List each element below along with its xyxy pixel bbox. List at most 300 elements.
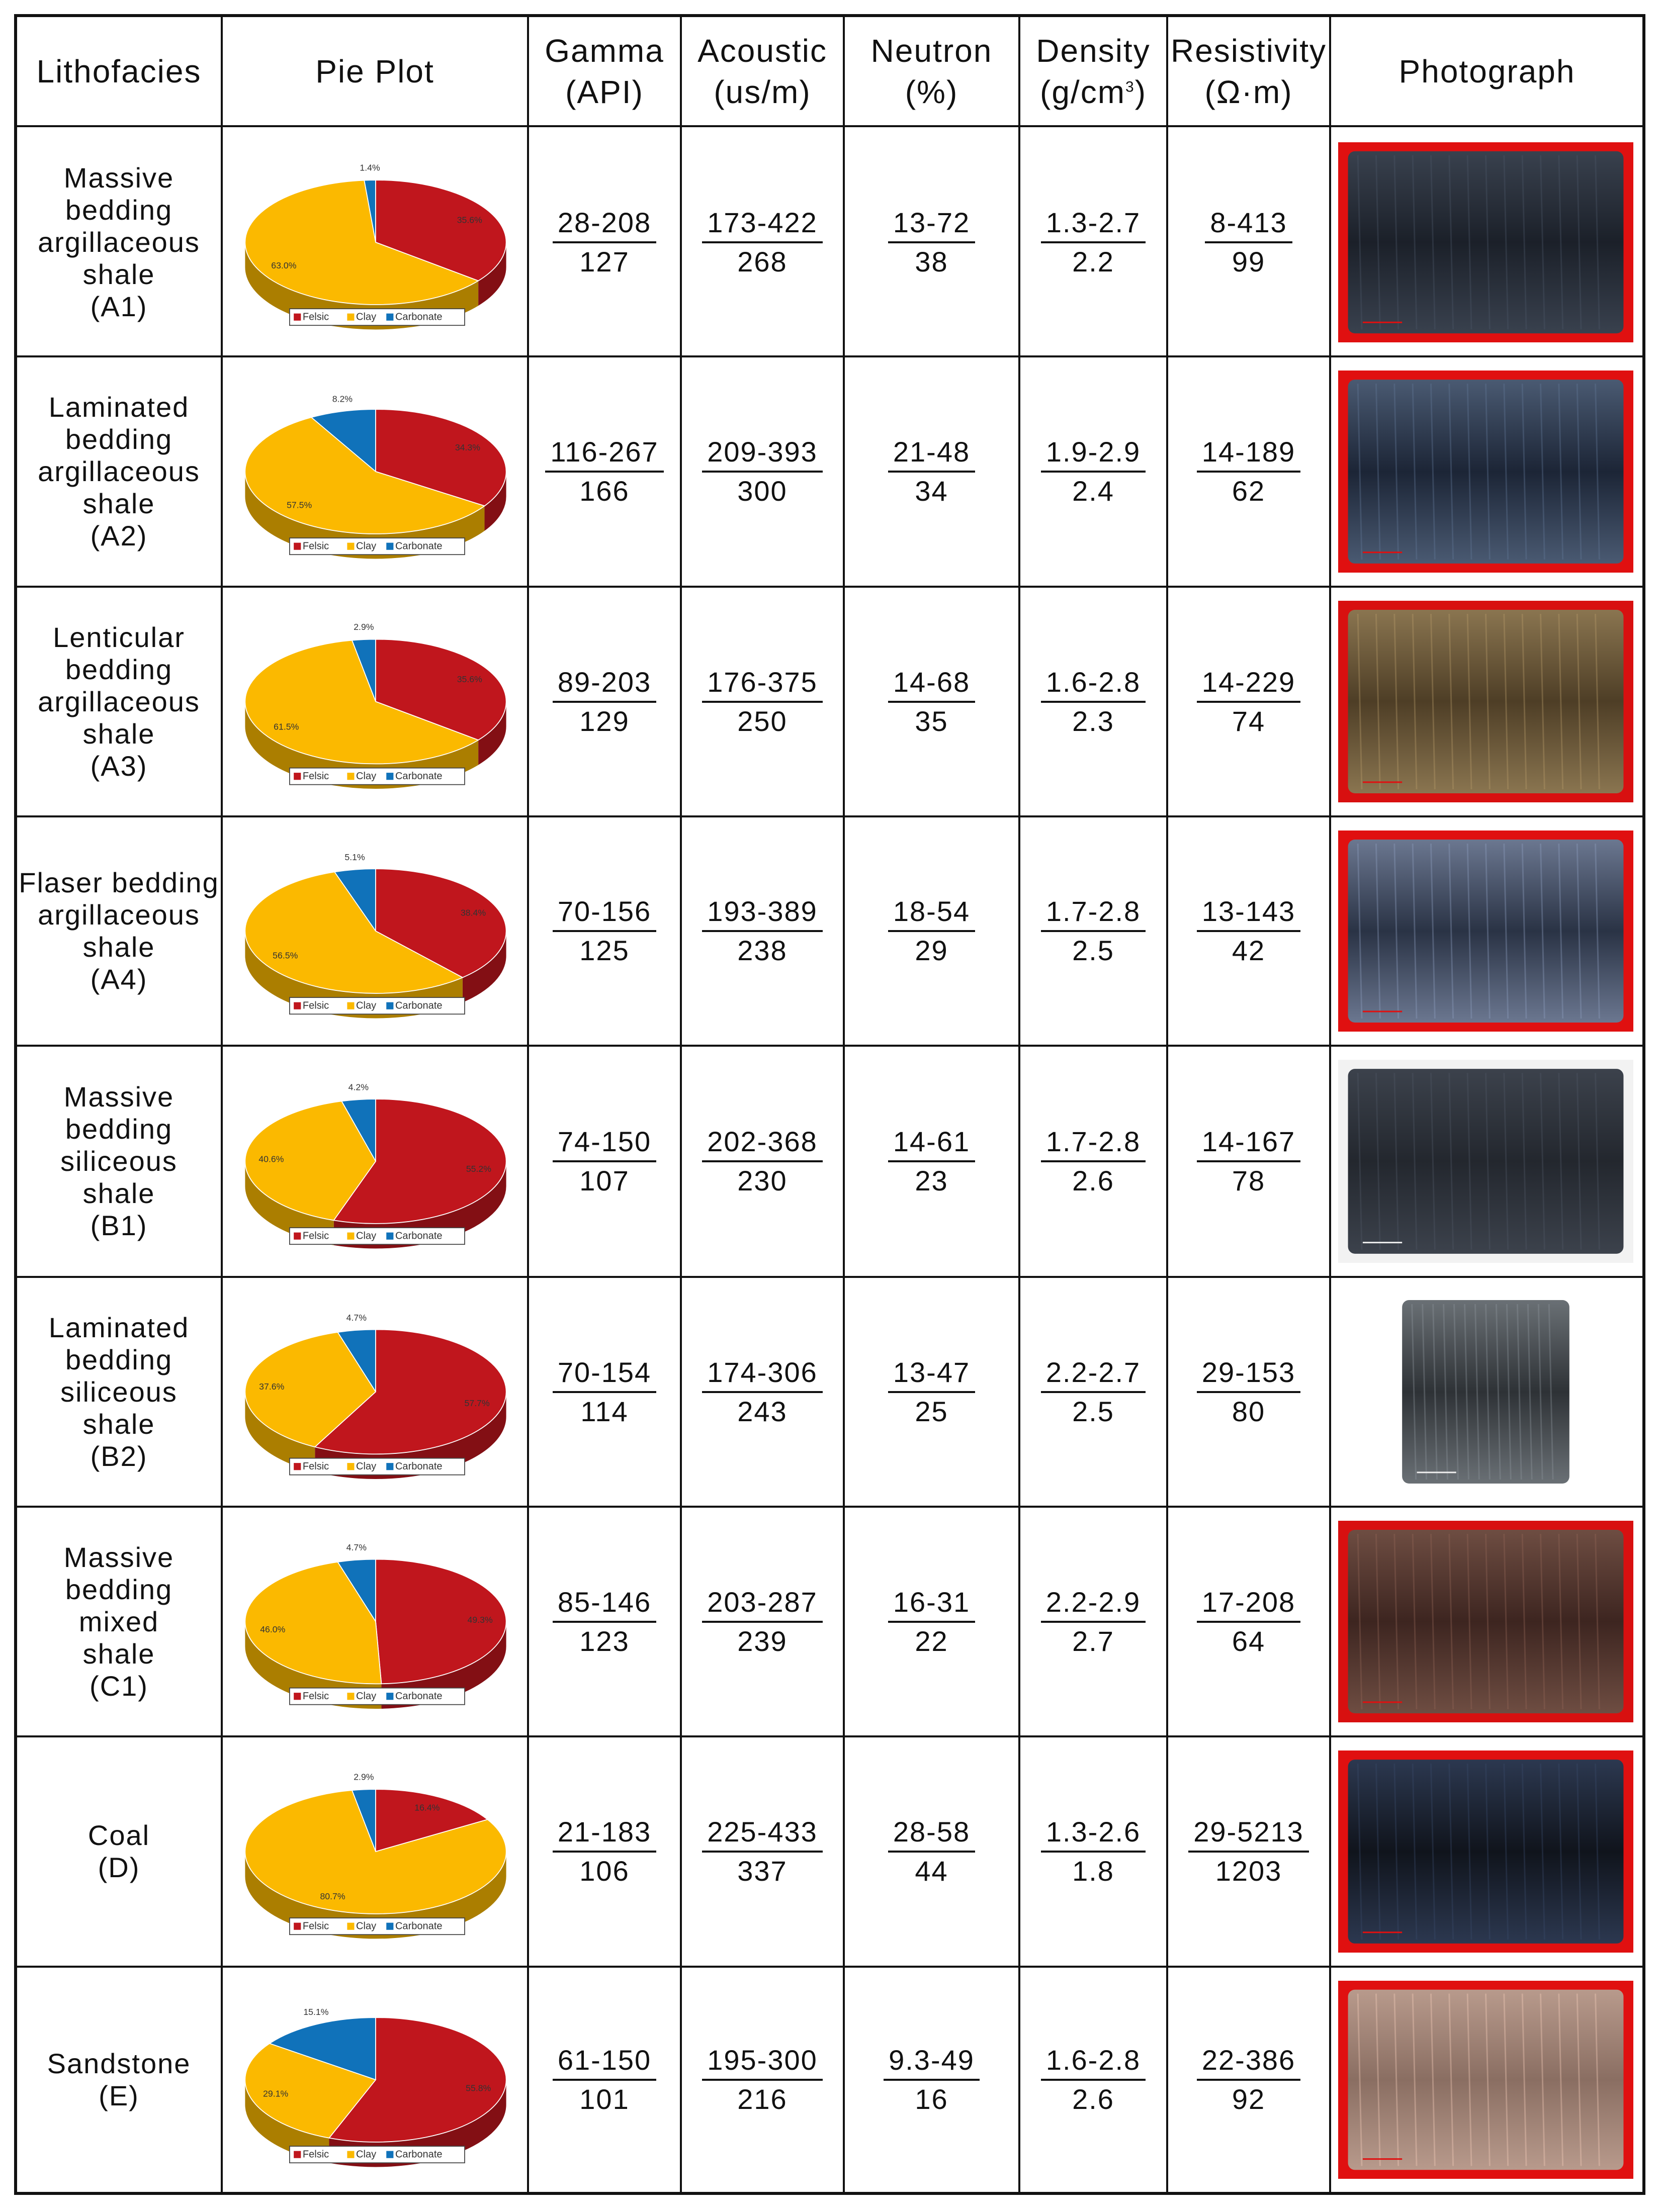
gamma-fraction bbox=[553, 1816, 656, 1887]
resistivity-range: 13-143 bbox=[1197, 896, 1300, 932]
gamma-mean: 129 bbox=[579, 705, 630, 737]
neutron-range: 13-72 bbox=[888, 207, 975, 243]
gamma-range: 21-183 bbox=[553, 1816, 656, 1853]
lithofacies-line: shale bbox=[82, 1637, 155, 1670]
neutron-mean: 35 bbox=[915, 705, 948, 737]
lithofacies-line: (A4) bbox=[90, 963, 148, 995]
row-density bbox=[1020, 357, 1166, 586]
row-photograph bbox=[1338, 1291, 1633, 1493]
lithofacies-line: bedding bbox=[65, 653, 173, 685]
gamma-range: 28-208 bbox=[553, 207, 656, 243]
gamma-mean: 114 bbox=[580, 1395, 629, 1427]
acoustic-mean: 268 bbox=[737, 246, 788, 278]
legend-swatch-clay bbox=[347, 1002, 354, 1009]
core-photograph bbox=[1338, 142, 1633, 342]
row-acoustic bbox=[682, 588, 843, 815]
legend-swatch-clay bbox=[347, 314, 354, 321]
row-neutron bbox=[845, 1737, 1018, 1966]
core-photograph bbox=[1338, 1060, 1633, 1263]
legend-label-carbonate: Carbonate bbox=[395, 2149, 443, 2160]
resistivity-fraction bbox=[1197, 1357, 1300, 1427]
lithofacies-line: bedding bbox=[65, 1573, 173, 1605]
lithofacies-line: shale bbox=[82, 1408, 155, 1440]
header-lithofacies-text: Lithofacies bbox=[36, 53, 202, 89]
pie-label-clay: 63.0% bbox=[271, 260, 297, 270]
header-density-line1: Density bbox=[1036, 32, 1151, 69]
lithofacies-line: bedding bbox=[65, 1343, 173, 1375]
pie-label-clay: 57.5% bbox=[287, 500, 312, 510]
header-gamma-line2: (API) bbox=[565, 73, 644, 110]
neutron-mean: 23 bbox=[915, 1165, 948, 1196]
legend-swatch-carbonate bbox=[386, 1233, 393, 1240]
legend-label-felsic: Felsic bbox=[302, 1000, 329, 1011]
row-acoustic bbox=[682, 1047, 843, 1276]
density-fraction bbox=[1041, 1816, 1146, 1887]
legend-swatch-carbonate bbox=[386, 2151, 393, 2158]
gamma-mean: 127 bbox=[579, 246, 630, 278]
row-photograph bbox=[1338, 1060, 1633, 1263]
row-neutron bbox=[845, 1278, 1018, 1506]
legend-label-clay: Clay bbox=[356, 1691, 377, 1702]
lithofacies-line: Massive bbox=[63, 162, 174, 194]
acoustic-fraction bbox=[702, 1357, 823, 1427]
pie-label-felsic: 38.4% bbox=[460, 907, 486, 918]
resistivity-mean: 78 bbox=[1232, 1165, 1266, 1196]
gamma-fraction bbox=[545, 436, 663, 507]
legend-label-carbonate: Carbonate bbox=[395, 1920, 443, 1932]
column-divider bbox=[221, 17, 223, 2192]
density-mean: 2.5 bbox=[1072, 935, 1114, 966]
legend-swatch-felsic bbox=[294, 2151, 301, 2158]
density-mean: 2.7 bbox=[1072, 1625, 1114, 1657]
neutron-range: 28-58 bbox=[888, 1816, 975, 1853]
gamma-fraction bbox=[553, 896, 656, 966]
density-mean: 2.6 bbox=[1072, 1165, 1114, 1196]
row-resistivity bbox=[1168, 1047, 1329, 1276]
density-mean: 2.5 bbox=[1072, 1395, 1114, 1427]
pie-label-carbonate: 4.7% bbox=[346, 1313, 367, 1323]
row-photograph bbox=[1338, 601, 1633, 802]
neutron-range: 9.3-49 bbox=[884, 2045, 980, 2081]
row-divider bbox=[17, 125, 1642, 127]
lithofacies-line: Lenticular bbox=[53, 621, 185, 653]
header-acoustic-line2: (us/m) bbox=[714, 73, 811, 110]
row-pie-plot bbox=[227, 822, 524, 1040]
lithofacies-line: (B1) bbox=[90, 1210, 148, 1241]
pie-label-clay: 40.6% bbox=[258, 1154, 284, 1164]
resistivity-mean: 99 bbox=[1232, 246, 1266, 278]
density-mean: 2.3 bbox=[1072, 705, 1114, 737]
resistivity-range: 14-229 bbox=[1197, 667, 1300, 703]
density-fraction bbox=[1041, 1126, 1146, 1196]
acoustic-fraction bbox=[702, 436, 823, 507]
pie-label-carbonate: 4.2% bbox=[348, 1082, 369, 1092]
legend-swatch-felsic bbox=[294, 314, 301, 321]
lithofacies-line: shale bbox=[82, 488, 155, 519]
acoustic-fraction bbox=[702, 1816, 823, 1887]
legend-swatch-clay bbox=[347, 1233, 354, 1240]
row-resistivity bbox=[1168, 357, 1329, 586]
core-photograph bbox=[1338, 1291, 1633, 1493]
lithofacies-line: Laminated bbox=[48, 391, 190, 423]
gamma-mean: 106 bbox=[579, 1855, 630, 1887]
lithofacies-line: (D) bbox=[98, 1852, 140, 1883]
row-gamma bbox=[529, 1968, 680, 2192]
gamma-range: 70-154 bbox=[553, 1357, 656, 1393]
row-density bbox=[1020, 129, 1166, 355]
neutron-fraction bbox=[888, 1816, 975, 1887]
legend-swatch-carbonate bbox=[386, 1463, 393, 1470]
resistivity-fraction bbox=[1197, 1587, 1300, 1657]
legend-label-clay: Clay bbox=[356, 1000, 377, 1011]
row-lithofacies bbox=[17, 1968, 221, 2192]
neutron-range: 21-48 bbox=[888, 436, 975, 473]
pie-chart bbox=[227, 362, 524, 581]
pie-label-felsic: 16.4% bbox=[414, 1802, 440, 1813]
acoustic-range: 209-393 bbox=[702, 436, 823, 473]
acoustic-mean: 250 bbox=[737, 705, 788, 737]
row-density bbox=[1020, 588, 1166, 815]
pie-label-felsic: 49.3% bbox=[467, 1615, 493, 1625]
resistivity-range: 8-413 bbox=[1205, 207, 1292, 243]
density-mean: 1.8 bbox=[1072, 1855, 1114, 1887]
acoustic-range: 195-300 bbox=[702, 2045, 823, 2081]
row-resistivity bbox=[1168, 1508, 1329, 1735]
density-mean: 2.4 bbox=[1072, 475, 1114, 507]
row-resistivity bbox=[1168, 588, 1329, 815]
pie-chart bbox=[227, 822, 524, 1040]
row-acoustic bbox=[682, 1278, 843, 1506]
density-range: 1.7-2.8 bbox=[1041, 1126, 1146, 1162]
pie-label-carbonate: 2.9% bbox=[354, 622, 374, 632]
pie-chart bbox=[227, 1973, 524, 2187]
row-neutron bbox=[845, 357, 1018, 586]
legend-label-clay: Clay bbox=[356, 311, 377, 323]
row-lithofacies bbox=[17, 1047, 221, 1276]
acoustic-mean: 239 bbox=[737, 1625, 788, 1657]
row-gamma bbox=[529, 357, 680, 586]
lithofacies-line: (A1) bbox=[90, 291, 148, 322]
density-range: 1.6-2.8 bbox=[1041, 667, 1146, 703]
legend-swatch-felsic bbox=[294, 1463, 301, 1470]
row-neutron bbox=[845, 1968, 1018, 2192]
resistivity-range: 17-208 bbox=[1197, 1587, 1300, 1623]
row-gamma bbox=[529, 588, 680, 815]
lithofacies-line: Massive bbox=[63, 1081, 174, 1113]
lithofacies-line: (A2) bbox=[90, 520, 148, 551]
pie-chart bbox=[227, 1283, 524, 1501]
row-density bbox=[1020, 817, 1166, 1045]
row-density bbox=[1020, 1508, 1166, 1735]
lithofacies-line: (A3) bbox=[90, 750, 148, 782]
neutron-mean: 25 bbox=[915, 1395, 948, 1427]
acoustic-mean: 337 bbox=[737, 1855, 788, 1887]
resistivity-mean: 64 bbox=[1232, 1625, 1266, 1657]
pie-label-felsic: 57.7% bbox=[464, 1398, 490, 1408]
density-fraction bbox=[1041, 896, 1146, 966]
pie-chart bbox=[227, 134, 524, 350]
row-photograph bbox=[1338, 831, 1633, 1032]
acoustic-range: 203-287 bbox=[702, 1587, 823, 1623]
gamma-fraction bbox=[553, 2045, 656, 2115]
header-gamma bbox=[529, 17, 680, 125]
lithofacies-line: Laminated bbox=[48, 1311, 190, 1343]
row-lithofacies bbox=[17, 1278, 221, 1506]
density-fraction bbox=[1041, 207, 1146, 278]
pie-label-carbonate: 2.9% bbox=[354, 1772, 374, 1782]
resistivity-fraction bbox=[1197, 436, 1300, 507]
row-lithofacies bbox=[17, 1737, 221, 1966]
gamma-range: 74-150 bbox=[553, 1126, 656, 1162]
row-acoustic bbox=[682, 1508, 843, 1735]
density-mean: 2.6 bbox=[1072, 2083, 1114, 2115]
legend-swatch-carbonate bbox=[386, 1923, 393, 1930]
row-lithofacies bbox=[17, 357, 221, 586]
column-divider bbox=[1329, 17, 1331, 2192]
row-lithofacies bbox=[17, 588, 221, 815]
lithofacies-line: shale bbox=[82, 1177, 155, 1209]
legend-swatch-felsic bbox=[294, 773, 301, 780]
resistivity-fraction bbox=[1188, 1816, 1309, 1887]
legend-swatch-felsic bbox=[294, 1002, 301, 1009]
header-density-line2 bbox=[1040, 71, 1147, 113]
legend-swatch-carbonate bbox=[386, 1002, 393, 1009]
acoustic-fraction bbox=[702, 667, 823, 737]
header-pie-text: Pie Plot bbox=[315, 53, 434, 89]
row-pie-plot bbox=[227, 1513, 524, 1730]
legend-label-carbonate: Carbonate bbox=[395, 1461, 443, 1472]
pie-legend bbox=[290, 768, 465, 785]
legend-label-clay: Clay bbox=[356, 1920, 377, 1932]
density-range: 1.3-2.7 bbox=[1041, 207, 1146, 243]
resistivity-fraction bbox=[1197, 896, 1300, 966]
pie-chart bbox=[227, 1742, 524, 1961]
acoustic-range: 193-389 bbox=[702, 896, 823, 932]
acoustic-fraction bbox=[702, 207, 823, 278]
neutron-mean: 22 bbox=[915, 1625, 948, 1657]
acoustic-fraction bbox=[702, 1126, 823, 1196]
pie-label-felsic: 55.8% bbox=[466, 2083, 491, 2093]
pie-label-clay: 29.1% bbox=[263, 2088, 289, 2099]
legend-swatch-clay bbox=[347, 773, 354, 780]
legend-label-carbonate: Carbonate bbox=[395, 1000, 443, 1011]
density-range: 2.2-2.7 bbox=[1041, 1357, 1146, 1393]
pie-legend bbox=[290, 1688, 465, 1705]
header-density-unit: (g/cm bbox=[1040, 73, 1125, 110]
header-acoustic-line1: Acoustic bbox=[697, 32, 827, 69]
header-lithofacies bbox=[17, 17, 221, 125]
lithofacies-line: bedding bbox=[65, 1113, 173, 1145]
legend-label-clay: Clay bbox=[356, 1461, 377, 1472]
header-neutron-line1: Neutron bbox=[870, 32, 993, 69]
row-pie-plot bbox=[227, 593, 524, 810]
neutron-fraction bbox=[888, 1357, 975, 1427]
resistivity-fraction bbox=[1197, 1126, 1300, 1196]
row-lithofacies bbox=[17, 1508, 221, 1735]
row-photograph bbox=[1338, 1981, 1633, 2179]
legend-label-clay: Clay bbox=[356, 540, 377, 552]
core-photograph bbox=[1338, 371, 1633, 573]
resistivity-mean: 74 bbox=[1232, 705, 1266, 737]
lithofacies-line: bedding bbox=[65, 423, 173, 455]
gamma-fraction bbox=[553, 1357, 656, 1427]
lithofacies-table bbox=[14, 14, 1645, 2195]
density-fraction bbox=[1041, 1357, 1146, 1427]
header-resistivity bbox=[1168, 17, 1329, 125]
pie-label-carbonate: 4.7% bbox=[346, 1542, 367, 1553]
legend-label-felsic: Felsic bbox=[302, 1461, 329, 1472]
legend-swatch-clay bbox=[347, 2151, 354, 2158]
resistivity-range: 29-153 bbox=[1197, 1357, 1300, 1393]
density-range: 1.9-2.9 bbox=[1041, 436, 1146, 473]
gamma-range: 89-203 bbox=[553, 667, 656, 703]
density-range: 1.7-2.8 bbox=[1041, 896, 1146, 932]
row-photograph bbox=[1338, 1521, 1633, 1722]
acoustic-range: 202-368 bbox=[702, 1126, 823, 1162]
density-range: 2.2-2.9 bbox=[1041, 1587, 1146, 1623]
gamma-fraction bbox=[553, 1587, 656, 1657]
header-photograph bbox=[1331, 17, 1643, 125]
row-density bbox=[1020, 1047, 1166, 1276]
legend-label-felsic: Felsic bbox=[302, 311, 329, 323]
density-fraction bbox=[1041, 436, 1146, 507]
header-density-sup: 3 bbox=[1125, 78, 1135, 96]
acoustic-mean: 243 bbox=[737, 1395, 788, 1427]
neutron-range: 18-54 bbox=[888, 896, 975, 932]
row-resistivity bbox=[1168, 1737, 1329, 1966]
pie-legend bbox=[290, 309, 465, 325]
row-pie-plot bbox=[227, 1973, 524, 2187]
resistivity-mean: 1203 bbox=[1215, 1855, 1282, 1887]
legend-swatch-carbonate bbox=[386, 1693, 393, 1700]
header-pie-plot bbox=[223, 17, 527, 125]
core-photograph bbox=[1338, 1750, 1633, 1953]
row-neutron bbox=[845, 1047, 1018, 1276]
gamma-range: 61-150 bbox=[553, 2045, 656, 2081]
header-resistivity-line1: Resistivity bbox=[1170, 32, 1327, 69]
pie-chart bbox=[227, 1513, 524, 1730]
pie-chart bbox=[227, 1052, 524, 1271]
legend-label-carbonate: Carbonate bbox=[395, 1230, 443, 1242]
legend-label-clay: Clay bbox=[356, 2149, 377, 2160]
row-gamma bbox=[529, 1047, 680, 1276]
gamma-mean: 101 bbox=[579, 2083, 630, 2115]
lithofacies-line: (C1) bbox=[90, 1670, 148, 1702]
row-resistivity bbox=[1168, 1968, 1329, 2192]
density-fraction bbox=[1041, 1587, 1146, 1657]
row-lithofacies bbox=[17, 817, 221, 1045]
row-pie-plot bbox=[227, 134, 524, 350]
gamma-range: 70-156 bbox=[553, 896, 656, 932]
gamma-mean: 123 bbox=[579, 1625, 630, 1657]
acoustic-fraction bbox=[702, 2045, 823, 2115]
neutron-range: 14-68 bbox=[888, 667, 975, 703]
gamma-fraction bbox=[553, 667, 656, 737]
legend-label-felsic: Felsic bbox=[302, 1691, 329, 1702]
legend-swatch-clay bbox=[347, 1463, 354, 1470]
header-density bbox=[1020, 17, 1166, 125]
legend-label-clay: Clay bbox=[356, 771, 377, 782]
row-pie-plot bbox=[227, 362, 524, 581]
header-gamma-line1: Gamma bbox=[545, 32, 664, 69]
row-acoustic bbox=[682, 129, 843, 355]
row-photograph bbox=[1338, 371, 1633, 573]
gamma-mean: 125 bbox=[579, 935, 630, 966]
neutron-range: 16-31 bbox=[888, 1587, 975, 1623]
gamma-mean: 166 bbox=[579, 475, 630, 507]
header-neutron bbox=[845, 17, 1018, 125]
legend-label-carbonate: Carbonate bbox=[395, 771, 443, 782]
acoustic-range: 225-433 bbox=[702, 1816, 823, 1853]
resistivity-fraction bbox=[1197, 2045, 1300, 2115]
legend-label-felsic: Felsic bbox=[302, 540, 329, 552]
acoustic-range: 174-306 bbox=[702, 1357, 823, 1393]
lithofacies-line: argillaceous bbox=[38, 226, 200, 258]
row-gamma bbox=[529, 1508, 680, 1735]
row-resistivity bbox=[1168, 129, 1329, 355]
neutron-range: 14-61 bbox=[888, 1126, 975, 1162]
pie-label-carbonate: 15.1% bbox=[303, 2006, 329, 2017]
legend-swatch-felsic bbox=[294, 1923, 301, 1930]
neutron-fraction bbox=[888, 1126, 975, 1196]
legend-swatch-felsic bbox=[294, 1233, 301, 1240]
lithofacies-line: (E) bbox=[99, 2080, 139, 2111]
resistivity-mean: 80 bbox=[1232, 1395, 1266, 1427]
neutron-fraction bbox=[888, 667, 975, 737]
lithofacies-line: Sandstone bbox=[47, 2048, 191, 2079]
acoustic-fraction bbox=[702, 1587, 823, 1657]
density-fraction bbox=[1041, 667, 1146, 737]
neutron-mean: 29 bbox=[915, 935, 948, 966]
row-gamma bbox=[529, 1278, 680, 1506]
legend-swatch-carbonate bbox=[386, 543, 393, 550]
row-neutron bbox=[845, 1508, 1018, 1735]
density-range: 1.6-2.8 bbox=[1041, 2045, 1146, 2081]
row-acoustic bbox=[682, 357, 843, 586]
pie-label-carbonate: 8.2% bbox=[332, 394, 353, 404]
row-neutron bbox=[845, 588, 1018, 815]
pie-label-felsic: 35.6% bbox=[457, 674, 482, 684]
header-resistivity-line2: (Ω·m) bbox=[1204, 73, 1293, 110]
acoustic-mean: 238 bbox=[737, 935, 788, 966]
row-resistivity bbox=[1168, 1278, 1329, 1506]
neutron-mean: 16 bbox=[915, 2083, 948, 2115]
acoustic-range: 173-422 bbox=[702, 207, 823, 243]
core-photograph bbox=[1338, 1981, 1633, 2179]
neutron-mean: 44 bbox=[915, 1855, 948, 1887]
resistivity-mean: 92 bbox=[1232, 2083, 1266, 2115]
pie-label-clay: 61.5% bbox=[274, 721, 299, 732]
neutron-range: 13-47 bbox=[888, 1357, 975, 1393]
legend-label-clay: Clay bbox=[356, 1230, 377, 1242]
acoustic-mean: 300 bbox=[737, 475, 788, 507]
row-pie-plot bbox=[227, 1283, 524, 1501]
acoustic-mean: 216 bbox=[737, 2083, 788, 2115]
resistivity-fraction bbox=[1205, 207, 1292, 278]
pie-label-clay: 80.7% bbox=[320, 1891, 345, 1902]
pie-chart bbox=[227, 593, 524, 810]
lithofacies-line: mixed bbox=[78, 1605, 159, 1637]
density-fraction bbox=[1041, 2045, 1146, 2115]
legend-label-felsic: Felsic bbox=[302, 1230, 329, 1242]
resistivity-range: 14-167 bbox=[1197, 1126, 1300, 1162]
row-resistivity bbox=[1168, 817, 1329, 1045]
row-acoustic bbox=[682, 1968, 843, 2192]
pie-label-felsic: 55.2% bbox=[466, 1163, 491, 1174]
neutron-fraction bbox=[884, 2045, 980, 2115]
legend-swatch-clay bbox=[347, 543, 354, 550]
row-pie-plot bbox=[227, 1742, 524, 1961]
